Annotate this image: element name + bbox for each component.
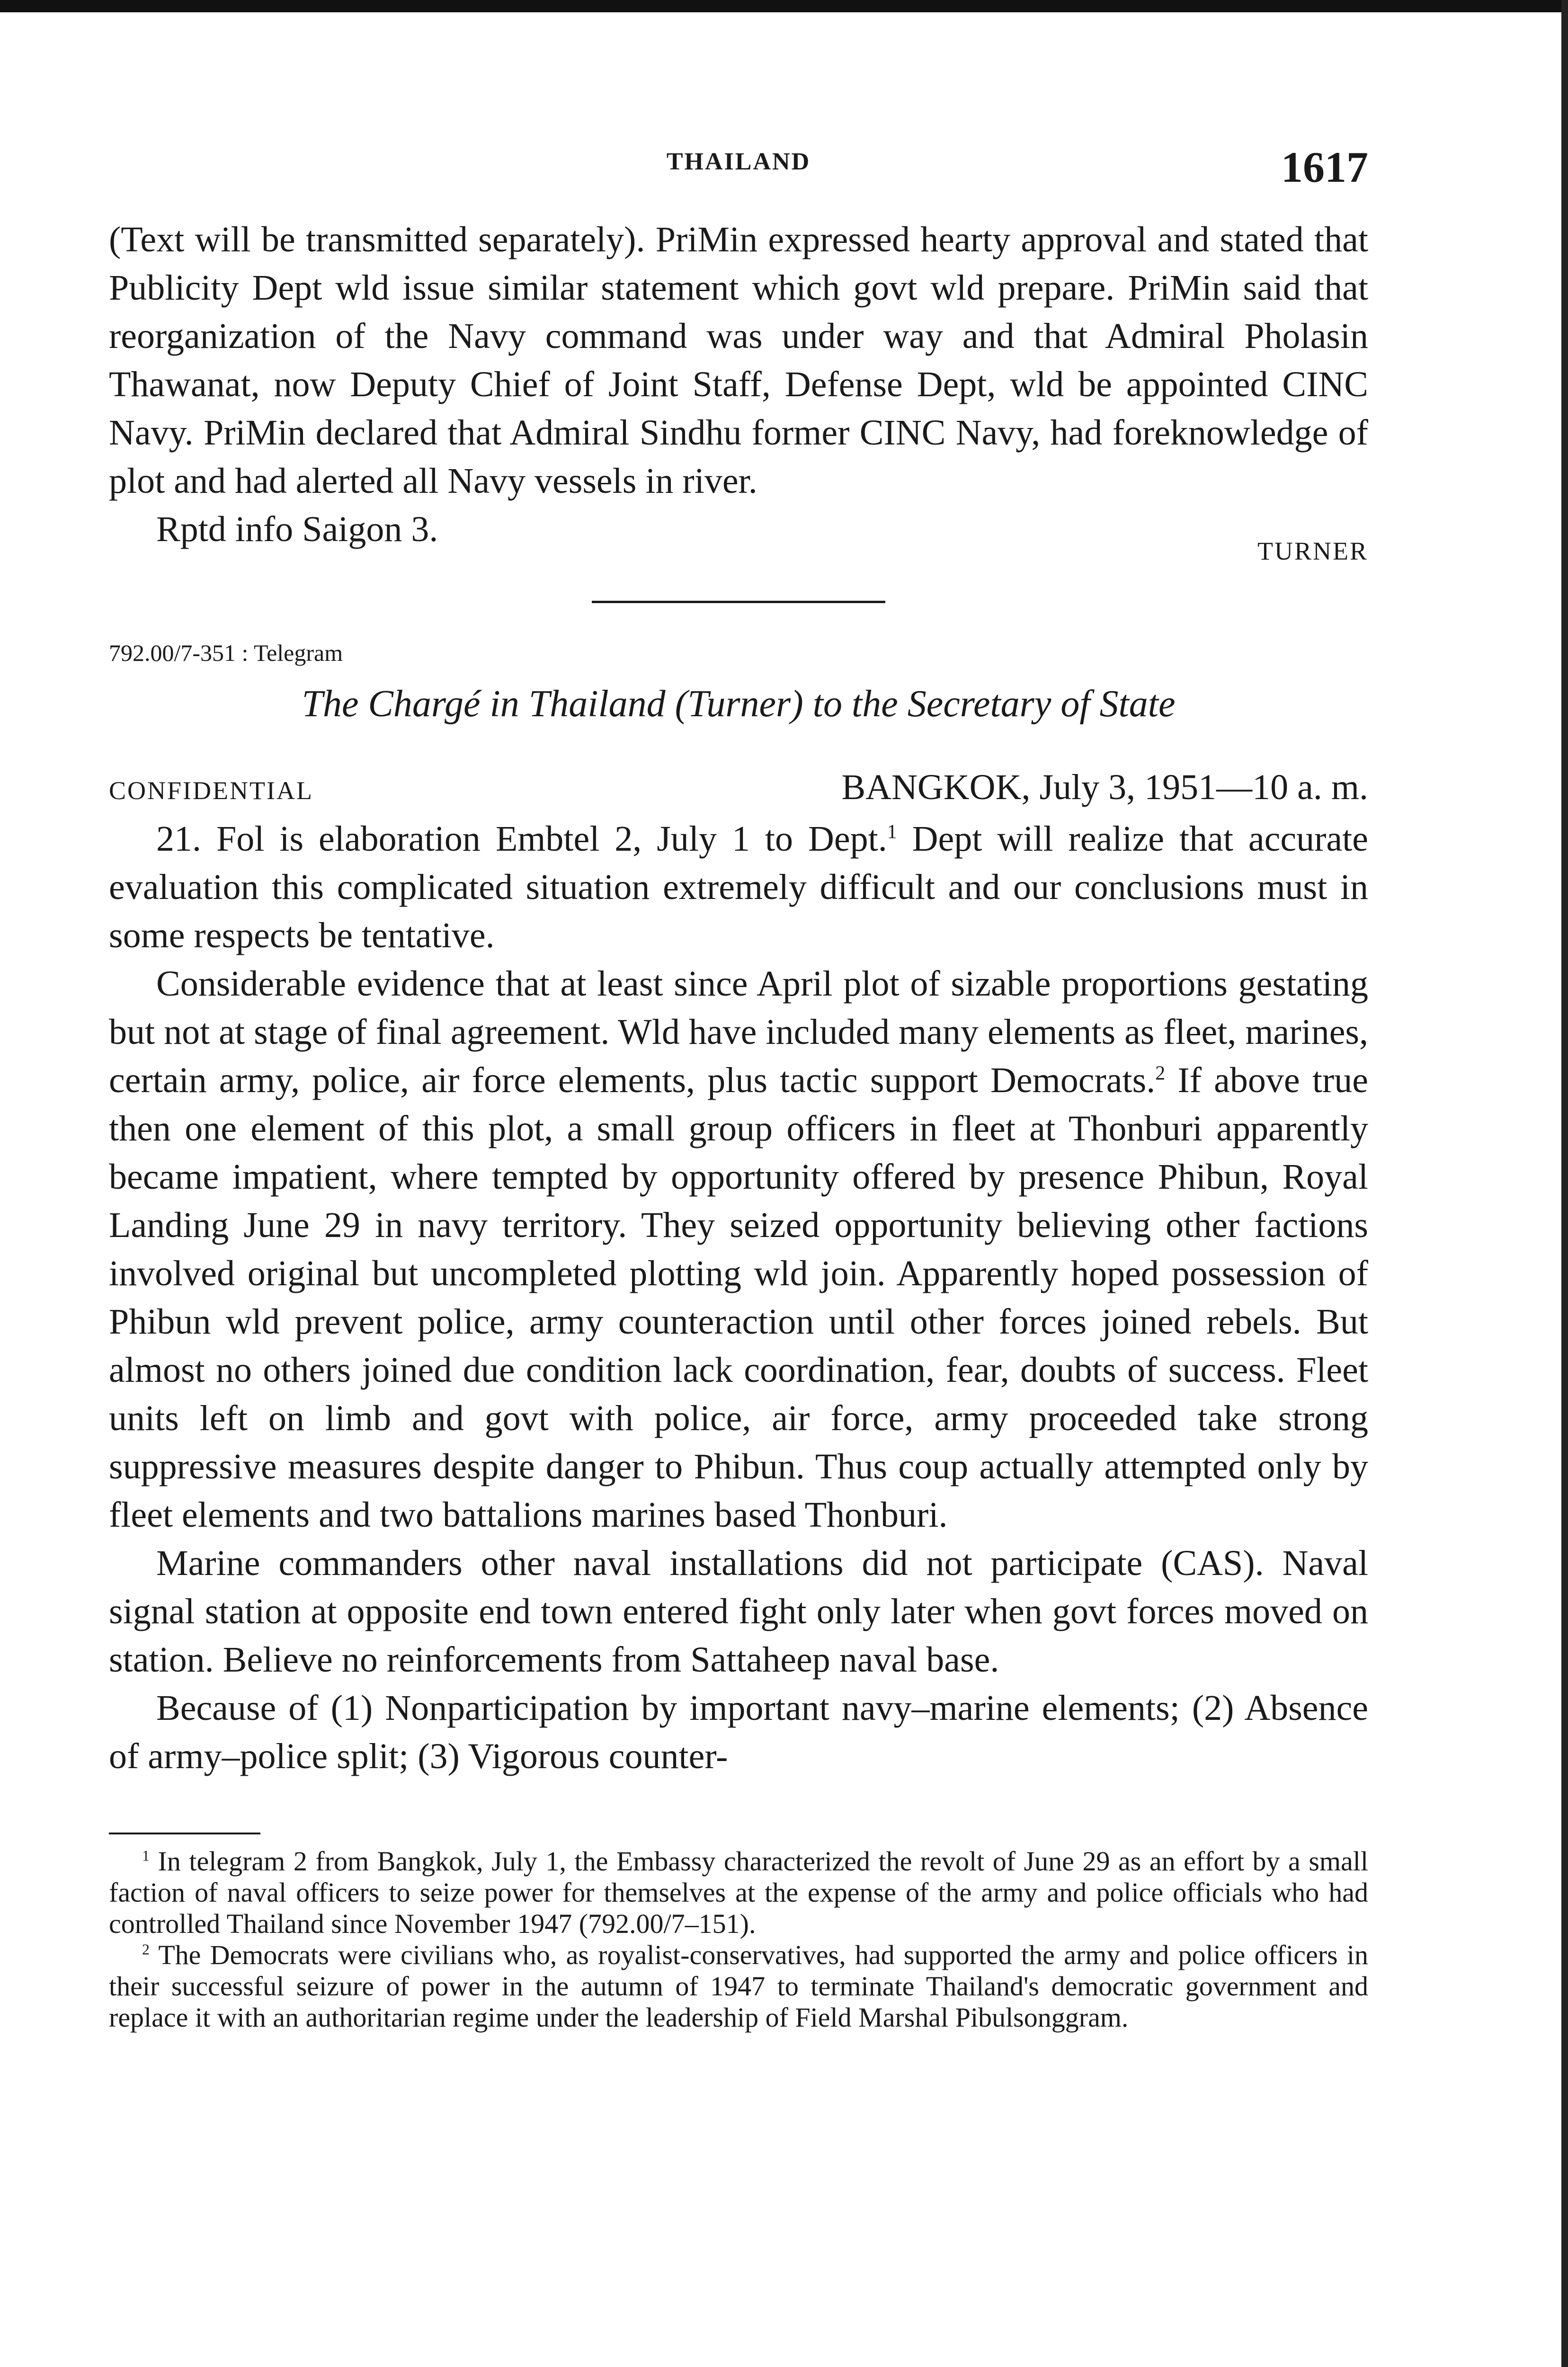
- footnote-text: The Democrats were civilians who, as royalist-conservatives, had supported the army and police officers in their successful seizure of power in the autumn of 1947 to terminate Thailand's democratic government and replace it with an authoritarian regime under the leadership of Field Marshal Pibulsonggram.: [109, 1940, 1368, 2033]
- file-number: 792.00/7-351 : Telegram: [109, 640, 343, 666]
- scan-edge-top: [0, 0, 1568, 12]
- document-meta: [109, 763, 1368, 815]
- document-title: The Chargé in Thailand (Turner) to the Secretary of State: [302, 683, 1176, 725]
- paragraph-2: [109, 960, 1368, 1539]
- footnote-marker: 2: [142, 1941, 150, 1958]
- footnote: [109, 1940, 1368, 2033]
- paragraph-1-end: Dept will realize that accurate evaluation this complicated situation extremely difficult and our conclusions must in some respects be tentative.: [109, 819, 1369, 955]
- page-body: [109, 215, 1368, 2033]
- classification-label: CONFIDENTIAL: [109, 776, 313, 805]
- signature: TURNER: [1257, 537, 1368, 565]
- place-date: BANGKOK, July 3, 1951—10 a. m.: [841, 767, 1368, 807]
- footnote-divider: [109, 1833, 260, 1834]
- continuation-paragraph: (Text will be transmitted separately). PriMin expressed hearty approval and stated that Publicity Dept wld issue similar statement which govt wld prepare. PriMin said that reorganization of the Navy command was under way and that Admiral Pholasin Thawanat, now Deputy Chief of Joint Staff, Defense Dept, wld be appointed CINC Navy. PriMin declared that Admiral Sindhu former CINC Navy, had foreknowledge of plot and had alerted all Navy vessels in river.: [109, 220, 1368, 501]
- repeat-info-line: Rptd info Saigon 3.: [156, 509, 438, 549]
- running-head: [109, 142, 1368, 191]
- paragraph-3: Marine commanders other naval installations did not participate (CAS). Naval signal station at opposite end town entered fight only later when govt forces moved on station. Believe no reinforcements from Sattaheep naval base.: [109, 1543, 1368, 1680]
- footnote-ref-2: 2: [1155, 1062, 1166, 1085]
- running-head-title: THAILAND: [666, 148, 811, 175]
- paragraph-2-start: Considerable evidence that at least since April plot of sizable proportions gestating but not at stage of final agreement. Wld have included many elements as fleet, marines, certain army, police, air force elements, plus tactic support Democrats.: [109, 964, 1368, 1100]
- footnote-text: In telegram 2 from Bangkok, July 1, the Embassy characterized the revolt of June 29 as an effort by a small faction of naval officers to seize power for themselves at the expense of the army and police officials who had controlled Thailand since November 1947 (792.00/7–151).: [109, 1846, 1369, 1939]
- paragraph-1-start: 21. Fol is elaboration Embtel 2, July 1 to Dept.: [156, 819, 887, 859]
- page-number: 1617: [1281, 143, 1368, 191]
- footnote: [109, 1846, 1368, 1940]
- footnote-ref-1: 1: [887, 821, 897, 843]
- section-divider: [592, 601, 885, 603]
- paragraph-4: Because of (1) Nonparticipation by important navy–marine elements; (2) Absence of army–police split; (3) Vigorous counter-: [109, 1688, 1368, 1776]
- footnote-marker: 1: [142, 1847, 150, 1864]
- paragraph-1: [109, 815, 1368, 960]
- scan-edge-right: [1561, 0, 1568, 2367]
- paragraph-2-end: If above true then one element of this plot, a small group officers in fleet at Thonburi apparently became impatient, where tempted by opportunity offered by presence Phibun, Royal Landing June 29 in navy territory. They seized opportunity believing other factions involved original but uncompleted plotting wld join. Apparently hoped possession of Phibun wld prevent police, army counteraction until other forces joined rebels. But almost no others joined due condition lack coordination, fear, doubts of success. Fleet units left on limb and govt with police, air force, army proceeded take strong suppressive measures despite danger to Phibun. Thus coup actually attempted only by fleet elements and two battalions marines based Thonburi.: [109, 1060, 1368, 1535]
